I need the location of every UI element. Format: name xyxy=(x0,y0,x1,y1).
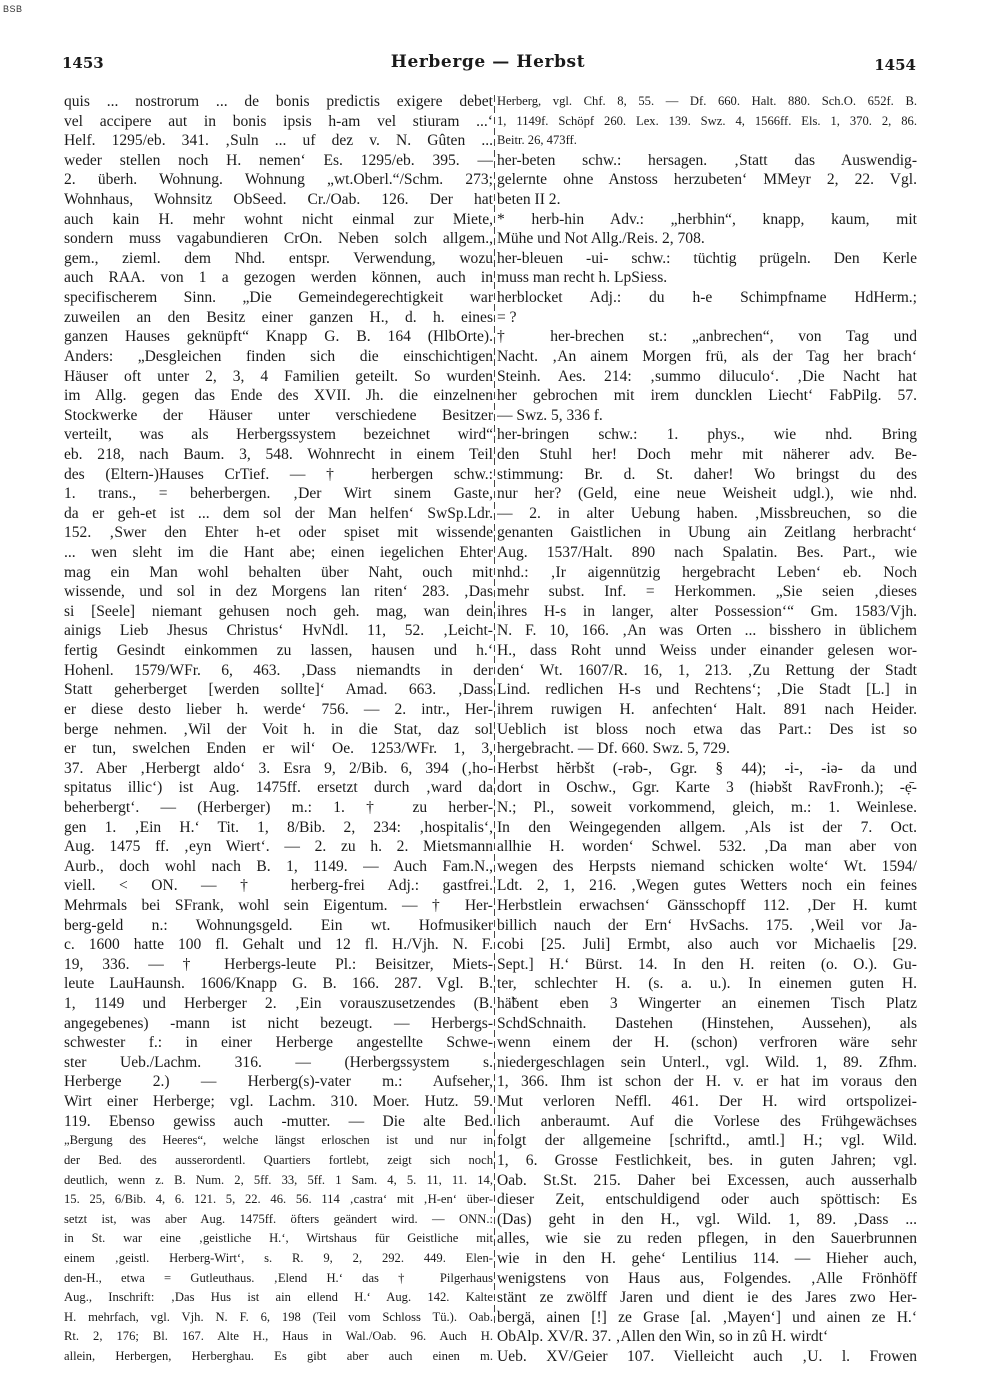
text-line: her gebrochen mit irem duncklen Liecht‘ FabPilg. 57. xyxy=(497,387,917,405)
text-line: fertig Gesindt einkommen zu lassen, hausen und h.‘ xyxy=(64,642,493,660)
text-line: 37. Aber ‚Herbergt aldo‘ 3. Esra 9, 2/Bib. 6, 394 (‚ho- xyxy=(64,759,493,777)
text-line: den-H., etwa = Gutleuthaus. ‚Elend H.‘ das † Pilgerhaus xyxy=(64,1270,493,1285)
text-line: weder stellen noch H. nemen‘ Es. 1295/eb. 395. — xyxy=(64,151,493,169)
text-line: verteilt, was als Herbergssystem bezeichnet wird“ xyxy=(64,426,493,444)
text-line: H. mehrfach, vgl. Vjh. N. F. 6, 198 (Teil vom Schloss Tü.). Oab. xyxy=(64,1309,493,1324)
page-number-left: 1453 xyxy=(62,54,104,72)
left-column xyxy=(64,92,493,1367)
text-line: Lind. redlichen H-s und Rechtens‘; ‚Die Stadt [L.] in xyxy=(497,681,917,699)
text-line: wegen des Herpsts niemand schicken wolte‘ Wt. 1594/ xyxy=(497,857,917,875)
text-line: 1, 366. Ihm ist schon der H. v. er hat im voraus den xyxy=(497,1073,917,1091)
page-header xyxy=(62,50,914,80)
text-line: her-beten schw.: hersagen. ‚Statt das Auswendig- xyxy=(497,151,917,169)
text-line: vel accipere aut in bonis ipsis h-am vel stiuram ...‘ xyxy=(64,112,493,130)
text-line: 119. Ebenso gewiss auch -mutter. — Die alte Bed. xyxy=(64,1112,493,1130)
text-line: Rt. 2, 176; Bl. 167. Alte H., Haus in Wal./Oab. 96. Auch H. xyxy=(64,1329,493,1344)
text-line: gelernte ohne Anstoss herzubeten‘ MMeyr 2, 22. Vgl. xyxy=(497,171,917,189)
text-line: * herb-hin Adv.: „herbhin“, knapp, kaum, mit xyxy=(497,210,917,228)
text-line: lich anberaumt. Auf die Vorlese des Frühgewächses xyxy=(497,1112,917,1130)
text-line: genanten Gaistlichen in Ubung ain Zeitlang herbracht‘ xyxy=(497,524,917,542)
text-line: cobi [25. Juli] Ermbt, also auch vor Michaelis [29. xyxy=(497,936,917,954)
text-line: hä̃bent eben 3 Wingerter an einemen Tisch Platz xyxy=(497,995,917,1013)
text-line: gen 1. ‚Ein H.‘ Tit. 1, 8/Bib. 2, 234: ‚hospitalis‘, xyxy=(64,818,493,836)
text-line: folgt der allgemeine [schriftd., amtl.] H.; vgl. Wild. xyxy=(497,1132,917,1150)
text-line: schwester f.: in einer Herberge angestellte Schwe- xyxy=(64,1034,493,1052)
text-line: Häuser oft unter 2, 3, 4 Familien geteilt. So wurden xyxy=(64,367,493,385)
text-line: Aug. 1475 ff. ‚eyn Wiert‘. — 2. zu h. 2. Mietsmann xyxy=(64,838,493,856)
text-line: hergebracht. — Df. 660. Swz. 5, 729. xyxy=(497,740,730,758)
text-line: angegebenes) -mann ist nicht bezeugt. — Herbergs- xyxy=(64,1014,493,1032)
text-line: si [Seele] niemant gehusen noch geh. mag, wan dein xyxy=(64,602,493,620)
text-line: beherbergt‘. — (Herberger) m.: 1. † zu herber- xyxy=(64,798,493,816)
text-line: ainigs Lieb Jhesus Christus‘ HvNdl. 11, 52. ‚Leicht- xyxy=(64,622,493,640)
text-line: wissende, und sol in dez Morgens lan riten‘ 283. ‚Das xyxy=(64,583,493,601)
text-line: den Stuhl her! Doch mehr mit näherer adv. Be- xyxy=(497,445,917,463)
text-line: 19, 336. — † Herbergs-leute Pl.: Beisitzer, Miets- xyxy=(64,955,493,973)
text-line: Helf. 1295/eb. 341. ‚Suln ... uf dez v. N. Gûten ... xyxy=(64,132,493,150)
text-line: ... wen sleht im die Hant abe; einen iegelichen Ehter xyxy=(64,544,493,562)
text-line: mehr subst. Inf. = Herkommen. „Sie seien ‚dieses xyxy=(497,583,917,601)
text-line: sondern muss vagabundieren CrOn. Neben solch allgem., xyxy=(64,230,493,248)
text-line: Anders: „Desgleichen finden sich die einschichtigen xyxy=(64,347,493,365)
text-line: ter, schlechter H. (s. a. u.). In einemen guten H. xyxy=(497,975,917,993)
text-line: er tun, swelchen Enden er wil‘ Oe. 1253/WFr. 1, 3, xyxy=(64,740,493,758)
text-line: des (Eltern-)Hauses CrTief. — † herbergen schw.: xyxy=(64,465,493,483)
text-line: Ueb. XV/Geier 107. Vielleicht auch ‚U. l. Frowen xyxy=(497,1348,917,1365)
text-line: stänt ze zwölff Jaren und dient ie des Jares zwo Her- xyxy=(497,1289,917,1307)
text-line: dort in Oschw., Ggr. Karte 3 (hiəbšt RavFronh.); -ẹ̄- xyxy=(497,779,917,797)
text-line: stimmung: Br. d. St. daher! Wo bringst du des xyxy=(497,465,917,483)
text-line: niedergeschlagen sein Unterl., vgl. Wild. 1, 89. Zfhm. xyxy=(497,1053,917,1071)
text-line: ster Ueb./Lachm. 316. — (Herbergssystem s. xyxy=(64,1053,493,1071)
text-line: 15. 25, 6/Bib. 4, 6. 121. 5, 22. 46. 56. 114 ‚castra‘ mit ‚H-en‘ über- xyxy=(64,1192,493,1207)
text-line: nur her? (Geld, eine neue Weisheit udgl.), wie nhd. xyxy=(497,485,917,503)
text-line: Oab. St.St. 215. Daher bei Excessen, auch ausserhalb xyxy=(497,1171,917,1189)
text-line: H., dass Roht unnd Weiss under einander gelesen wor- xyxy=(497,642,917,660)
text-line: 1. trans., = beherbergen. ‚Der Wirt sinem Gaste, xyxy=(64,485,493,503)
text-line: Herbst hĕrbšt (-rəb-, Ggr. § 44); -i-, -iə- da und xyxy=(497,759,917,777)
text-line: eb. 218, nach Baum. 3, 548. Wohnrecht in einem Teil xyxy=(64,445,493,463)
text-line: gem., zieml. dem Nhd. entspr. Verwendung, wozu xyxy=(64,249,493,267)
text-line: her-bleuen -ui- schw.: tüchtig prügeln. Den Kerle xyxy=(497,249,917,267)
text-line: c. 1600 hatte 100 fl. Gehalt und 12 fl. H./Vjh. N. F. xyxy=(64,936,493,954)
text-line: ganzen Hauses geknüpft“ Knapp G. B. 164 (HlbOrte). xyxy=(64,328,493,346)
text-line: = ? xyxy=(497,308,517,326)
text-line: Sept.] H.‘ Bürst. 14. In den H. reiten (o. O.). Gu- xyxy=(497,955,917,973)
text-line: allein, Herbergen, Herberghau. Es gibt aber auch einen m. xyxy=(64,1349,493,1363)
text-line: zuweilen an den Besitz einer ganzen H., d. h. eines xyxy=(64,308,493,326)
text-line: muss man recht h. LpSiess. xyxy=(497,269,668,287)
text-line: Beitr. 26, 473ff. xyxy=(497,133,577,148)
text-line: billich nauch der Ern‘ HvSachs. 175. ‚Weil vor Ja- xyxy=(497,916,917,934)
text-line: Ldt. 2, 1, 216. ‚Wegen gutes Wetters noch ein feines xyxy=(497,877,917,895)
text-line: Aug., Inschrift: ‚Das Hus ist ain ellend H.‘ Aug. 142. Kalte xyxy=(64,1290,493,1305)
text-line: beten II 2. xyxy=(497,191,561,209)
text-line: ihres H-s in langer, alter Possession‘“ Gm. 1583/Vjh. xyxy=(497,602,917,620)
text-line: SchdSchnaith. Dastehen (Hinstehen, Aussehen), als xyxy=(497,1014,917,1032)
text-line: Aurb., doch wohl nach B. 1, 1149. — Auch Fam.N., xyxy=(64,857,493,875)
text-line: Herberg, vgl. Chf. 8, 55. — Df. 660. Halt. 880. Sch.O. 652f. B. xyxy=(497,94,917,108)
text-line: wie in den H. gehe‘ Lentilius 114. — Hieher auch, xyxy=(497,1249,917,1267)
text-line: wenn einem der H. (schon) verfroren wäre sehr xyxy=(497,1034,917,1052)
text-line: Herbstlein erwachsen‘ Gänsschopff 112. ‚Der H. kumt xyxy=(497,896,917,914)
text-line: 1, 6. Grosse Festlichkeit, bes. in guten Jahren; vgl. xyxy=(497,1151,917,1169)
text-line: viell. < ON. — † herberg-frei Adj.: gastfrei. xyxy=(64,877,493,895)
text-line: berge nehmen. ‚Wil der Voit h. in die Stat, daz sol xyxy=(64,720,493,738)
text-line: herblocket Adj.: du h-e Schimpfname HdHerm.; xyxy=(497,289,917,307)
column-separator xyxy=(494,95,495,1327)
text-line: Herberge 2.) — Herberg(s)-vater m.: Aufseher, xyxy=(64,1073,493,1091)
text-line: berg-geld n.: Wohnungsgeld. Ein wt. Hofmusiker xyxy=(64,916,493,934)
text-line: Mühe und Not Allg./Reis. 2, 708. xyxy=(497,230,705,248)
text-line: Mut verloren Neffl. 461. Der H. wird ortspolizei- xyxy=(497,1093,917,1111)
page-number-right: 1454 xyxy=(874,56,916,74)
text-line: allhie H. worden‘ Schwel. 532. ‚Da man aber von xyxy=(497,838,917,856)
text-line: Wirt einer Herberge; vgl. Lachm. 310. Moer. Hutz. 59. xyxy=(64,1093,493,1111)
text-line: Wohnhaus, Wohnsitz ObSeed. Cr./Oab. 126. Der hat xyxy=(64,191,493,209)
text-line: † her-brechen st.: „anbrechen“, von Tag und xyxy=(497,328,917,346)
text-line: in St. war eine ‚geistliche H.‘, Wirtshaus für Geistliche mit xyxy=(64,1231,493,1246)
text-line: „Bergung des Heeres“, welche längst erloschen ist und nur in xyxy=(64,1133,493,1148)
text-line: spitatus illic‘) ist Aug. 1475ff. ersetzt durch ‚ward da xyxy=(64,779,493,797)
text-line: einem ‚geistl. Herberg-Wirt‘, s. R. 9, 2, 292. 449. Elen- xyxy=(64,1250,493,1265)
text-line: ihrem ruwigen H. anfechten‘ Halt. 891 nach Heider. xyxy=(497,700,917,718)
text-line: Ueblich ist bloss noch etwa das Part.: Des ist so xyxy=(497,720,917,738)
text-line: In den Weingegenden allgem. ‚Als ist der 7. Oct. xyxy=(497,818,917,836)
text-line: — Swz. 5, 336 f. xyxy=(497,406,603,424)
running-title: Herberge — Herbst xyxy=(390,52,586,72)
text-line: setzt ist, was aber Aug. 1475ff. öfters geändert wird. — ONN.: xyxy=(64,1211,493,1226)
text-line: der Bed. des ausserordentl. Quartiers fortlebt, zeigt sich noch xyxy=(64,1152,493,1167)
text-line: Hohenl. 1579/WFr. 6, 463. ‚Dass niemandts in der xyxy=(64,661,493,679)
text-line: Nacht. ‚An ainem Morgen frü, als der Tag her brach‘ xyxy=(497,347,917,365)
text-line: ObAlp. XV/R. 37. ‚Allen den Win, so in zû H. wirdt‘ xyxy=(497,1328,829,1346)
text-line: (Das) geht in den H., vgl. Wild. 1, 89. ‚Dass ... xyxy=(497,1210,917,1228)
text-line: den‘ Wt. 1607/R. 16, 1, 213. ‚Zu Rettung der Stadt xyxy=(497,661,917,679)
text-line: auch RAA. von 1 a gezogen werden können, auch in xyxy=(64,269,493,287)
text-line: im Allg. gegen das Ende des XVII. Jh. die einzelnen xyxy=(64,387,493,405)
text-line: specifischerem Sinn. „Die Gemeindegerechtigkeit war xyxy=(64,289,493,307)
text-line: nhd.: ‚Ir aigennützig hergebracht Leben‘ eb. Noch xyxy=(497,563,917,581)
right-column xyxy=(497,92,917,1367)
text-line: quis ... nostrorum ... de bonis predictis exigere debet xyxy=(64,93,493,110)
text-line: 1, 1149f. Schöpf 260. Lex. 139. Swz. 4, 1566ff. Els. 1, 370. 2, 86. xyxy=(497,113,917,128)
text-line: dieser Zeit, entschuldigend oder auch spöttisch: Es xyxy=(497,1191,917,1209)
text-line: Mehrmals bei SFrank, wohl sein Eigentum. — † Her- xyxy=(64,896,493,914)
text-line: 152. ‚Swer den Ehter h-et oder spiset mit wissende xyxy=(64,524,493,542)
text-line: Statt geherberget [werden sollte]‘ Amad. 663. ‚Dass xyxy=(64,681,493,699)
text-line: 1, 1149 und Herberger 2. ‚Ein vorauszusetzendes (B. xyxy=(64,995,493,1013)
text-line: bergä, ainen [!] ze Grase [al. ‚Mayen‘] und ainen ze H.‘ xyxy=(497,1308,917,1326)
text-line: Steinh. Aes. 214: ‚summo diluculo‘. ‚Die Nacht hat xyxy=(497,367,917,385)
text-line: N. F. 10, 166. ‚An was Orten ... bisshero in üblichem xyxy=(497,622,917,640)
library-stamp: BSB xyxy=(3,4,23,14)
text-line: 2. überh. Wohnung. Wohnung „wt.Oberl.“/Schm. 273; xyxy=(64,171,493,189)
text-line: Stockwerke der Häuser unter verschiedene Besitzer xyxy=(64,406,493,424)
text-line: alles, wie sie zu reden pflegen, in den Sauerbrunnen xyxy=(497,1230,917,1248)
text-line: Aug. 1537/Halt. 890 nach Spalatin. Bes. Part., wie xyxy=(497,544,917,562)
text-line: her-bringen schw.: 1. phys., wie nhd. Bring xyxy=(497,426,917,444)
text-line: er diese desto lieber h. werde‘ 756. — 2. intr., Her- xyxy=(64,700,493,718)
text-line: — 2. in alter Uebung haben. ‚Missbreuchen, so die xyxy=(497,504,917,522)
text-line: auch kain H. mehr wohnt nicht einmal zur Miete, xyxy=(64,210,493,228)
text-line: leute LauHaunsh. 1606/Knapp G. B. 166. 287. Vgl. B. xyxy=(64,975,493,993)
text-line: wenigstens von Haus aus, Folgendes. ‚Alle Frönhöff xyxy=(497,1269,917,1287)
text-line: mag ein Man wohl behalten über Naht, ouch mit xyxy=(64,563,493,581)
text-line: N.; Pl., soweit vorkommend, gleich, m.: 1. Weinlese. xyxy=(497,798,917,816)
text-line: da er geh-et ist ... dem sol der Man helfen‘ SwSp.Ldr. xyxy=(64,504,493,522)
text-line: deutlich, wenn z. B. Num. 2, 5ff. 33, 5ff. 1 Sam. 4, 5. 11, 11. 14, xyxy=(64,1172,493,1187)
